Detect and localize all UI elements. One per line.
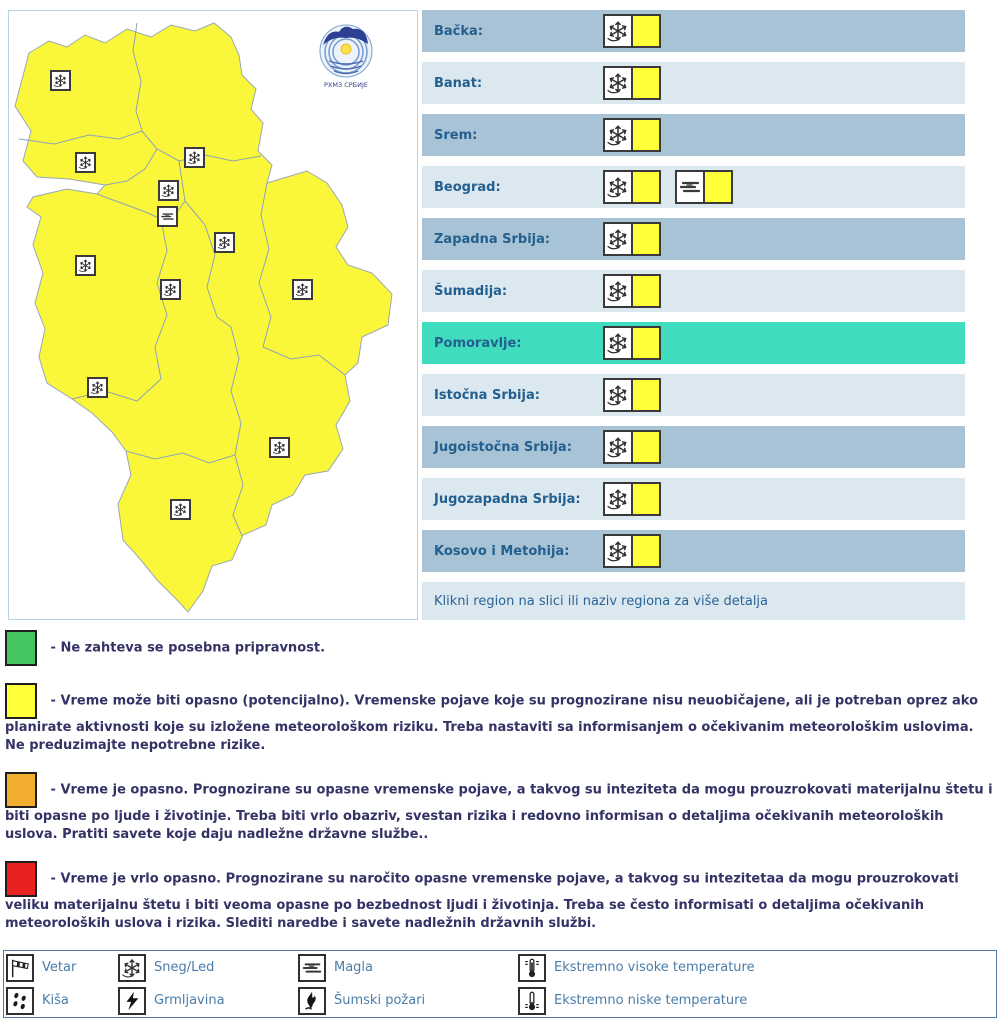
region-label: Istočna Srbija: [434, 387, 540, 403]
phenomena-legend-table [3, 950, 997, 1018]
map-marker-snow[interactable] [50, 70, 71, 91]
warning-phenomenon-cell [605, 16, 631, 46]
warning-icons [603, 118, 661, 152]
region-row[interactable] [422, 166, 965, 208]
warning-icons [603, 222, 661, 256]
map-marker-snow[interactable] [158, 180, 179, 201]
warning-icons [603, 14, 661, 48]
warning-phenomenon-cell [605, 328, 631, 358]
warning-phenomenon-cell [605, 432, 631, 462]
region-label: Kosovo i Metohija: [434, 543, 570, 559]
warning-level-cell [631, 380, 659, 410]
warning-fog-badge [675, 170, 733, 204]
warning-level-cell [631, 16, 659, 46]
map-marker-snow[interactable] [292, 279, 313, 300]
region-row[interactable] [422, 478, 965, 520]
region-list-note: Klikni region na slici ili naziv regiona za više detalja [422, 582, 965, 620]
region-row[interactable] [422, 10, 965, 52]
warning-phenomenon-cell [605, 536, 631, 566]
warning-snow-badge [603, 118, 661, 152]
warning-icons [603, 430, 661, 464]
warning-icons [603, 274, 661, 308]
warning-icons [603, 378, 661, 412]
fog-icon [298, 954, 326, 982]
region-row[interactable] [422, 218, 965, 260]
warning-level-item [5, 772, 995, 844]
warning-level-cell [631, 328, 659, 358]
warning-levels-legend [5, 630, 995, 950]
warning-phenomenon-cell [605, 484, 631, 514]
phenomenon-legend-item [298, 954, 518, 982]
warning-level-cell [631, 484, 659, 514]
phenomenon-label: Ekstremno niske temperature [554, 993, 748, 1008]
region-label: Jugozapadna Srbija: [434, 491, 581, 507]
phenomenon-legend-item [118, 987, 298, 1015]
warning-snow-badge [603, 534, 661, 568]
region-label: Pomoravlje: [434, 335, 522, 351]
warning-phenomenon-cell [605, 172, 631, 202]
region-label: Jugoistočna Srbija: [434, 439, 572, 455]
map-panel [8, 10, 418, 620]
map-marker-fog[interactable] [157, 206, 178, 227]
map-marker-snow[interactable] [184, 147, 205, 168]
warning-icons [603, 482, 661, 516]
warning-level-cell [703, 172, 731, 202]
region-label: Zapadna Srbija: [434, 231, 551, 247]
phenomenon-legend-item [6, 987, 118, 1015]
temp-low-icon [518, 987, 546, 1015]
phenomenon-label: Kiša [42, 993, 69, 1008]
warning-level-cell [631, 432, 659, 462]
warning-phenomenon-cell [605, 276, 631, 306]
warning-level-text: - Vreme može biti opasno (potencijalno). Vremenske pojave koje su prognozirane nisu neuobičajene, ali je potreban oprez ako planirate aktivnosti koje su izložene meteorološkom riziku. Treba nastaviti sa informisanjem o očekivanim meteorološkim uslovima. Ne preduzimajte nepotrebne rizike. [5, 693, 979, 753]
warning-level-cell [631, 224, 659, 254]
logo-caption: РХМЗ СРБИЈЕ [323, 81, 369, 89]
warning-snow-badge [603, 430, 661, 464]
phenomenon-label: Šumski požari [334, 993, 426, 1008]
warning-level-swatch [5, 630, 37, 666]
phenomenon-legend-item [6, 954, 118, 982]
region-row[interactable] [422, 374, 965, 416]
thunder-icon [118, 987, 146, 1015]
region-row[interactable] [422, 270, 965, 312]
serbia-map [9, 11, 417, 619]
warning-level-swatch [5, 683, 37, 719]
region-label: Bačka: [434, 23, 484, 39]
region-row[interactable] [422, 62, 965, 104]
region-label: Banat: [434, 75, 483, 91]
warning-snow-badge [603, 482, 661, 516]
fire-icon [298, 987, 326, 1015]
warning-snow-badge [603, 222, 661, 256]
warning-level-text: - Vreme je opasno. Prognozirane su opasne vremenske pojave, a takvog su inteziteta da mogu prouzrokovati materijalnu štetu i biti opasne po ljude i životinje. Treba biti vrlo obazriv, svestan rizika i redovno informisan o detaljima očekivanih meteoroloških uslova. Pratiti savete koje daju nadležne državne službe.. [5, 782, 993, 842]
serbia-outline[interactable] [15, 23, 392, 612]
warning-level-text: - Vreme je vrlo opasno. Prognozirane su naročito opasne vremenske pojave, a takvog su intezitetaa da mogu prouzrokovati veliku materijalnu štetu i biti veoma opasne po bezbednost ljudi i životinja. Treba se često informisati o detaljima očekivanih meteoroloških uslova i rizika. Slediti naredbe i savete nadležnih državnih službi. [5, 871, 959, 931]
phenomenon-legend-item [518, 987, 996, 1015]
phenomenon-label: Grmljavina [154, 993, 225, 1008]
warning-phenomenon-cell [605, 120, 631, 150]
map-marker-snow[interactable] [269, 437, 290, 458]
warning-level-item [5, 630, 995, 666]
region-row[interactable] [422, 426, 965, 468]
warning-phenomenon-cell [605, 224, 631, 254]
region-row[interactable] [422, 114, 965, 156]
warning-snow-badge [603, 14, 661, 48]
warning-snow-badge [603, 274, 661, 308]
region-row[interactable] [422, 322, 965, 364]
map-marker-snow[interactable] [75, 255, 96, 276]
region-label: Beograd: [434, 179, 501, 195]
warning-level-swatch [5, 772, 37, 808]
warning-icons [603, 326, 661, 360]
warning-level-swatch [5, 861, 37, 897]
phenomenon-legend-item [518, 954, 996, 982]
warning-snow-badge [603, 378, 661, 412]
phenomenon-label: Sneg/Led [154, 960, 215, 975]
map-marker-snow[interactable] [170, 499, 191, 520]
region-label: Srem: [434, 127, 478, 143]
region-label: Šumadija: [434, 283, 508, 299]
region-row[interactable] [422, 530, 965, 572]
warning-snow-badge [603, 170, 661, 204]
phenomenon-legend-item [118, 954, 298, 982]
warning-level-cell [631, 68, 659, 98]
phenomenon-label: Magla [334, 960, 374, 975]
map-marker-snow[interactable] [75, 152, 96, 173]
warning-phenomenon-cell [677, 172, 703, 202]
rhmz-logo [311, 19, 381, 91]
warning-snow-badge [603, 66, 661, 100]
phenomenon-label: Vetar [42, 960, 77, 975]
rain-icon [6, 987, 34, 1015]
warning-level-item [5, 683, 995, 755]
windsock-icon [6, 954, 34, 982]
region-list [422, 10, 965, 582]
map-marker-snow[interactable] [160, 279, 181, 300]
phenomenon-legend-item [298, 987, 518, 1015]
warning-phenomenon-cell [605, 68, 631, 98]
warning-level-text: - Ne zahteva se posebna pripravnost. [46, 640, 326, 656]
snow-icon [118, 954, 146, 982]
warning-level-item [5, 861, 995, 933]
temp-high-icon [518, 954, 546, 982]
warning-icons [603, 66, 661, 100]
map-marker-snow[interactable] [87, 377, 108, 398]
warning-level-cell [631, 276, 659, 306]
phenomenon-label: Ekstremno visoke temperature [554, 960, 755, 975]
warning-level-cell [631, 172, 659, 202]
warning-level-cell [631, 120, 659, 150]
map-marker-snow[interactable] [214, 232, 235, 253]
warning-icons [603, 534, 661, 568]
warning-snow-badge [603, 326, 661, 360]
warning-level-cell [631, 536, 659, 566]
warning-icons [603, 170, 733, 204]
warning-phenomenon-cell [605, 380, 631, 410]
